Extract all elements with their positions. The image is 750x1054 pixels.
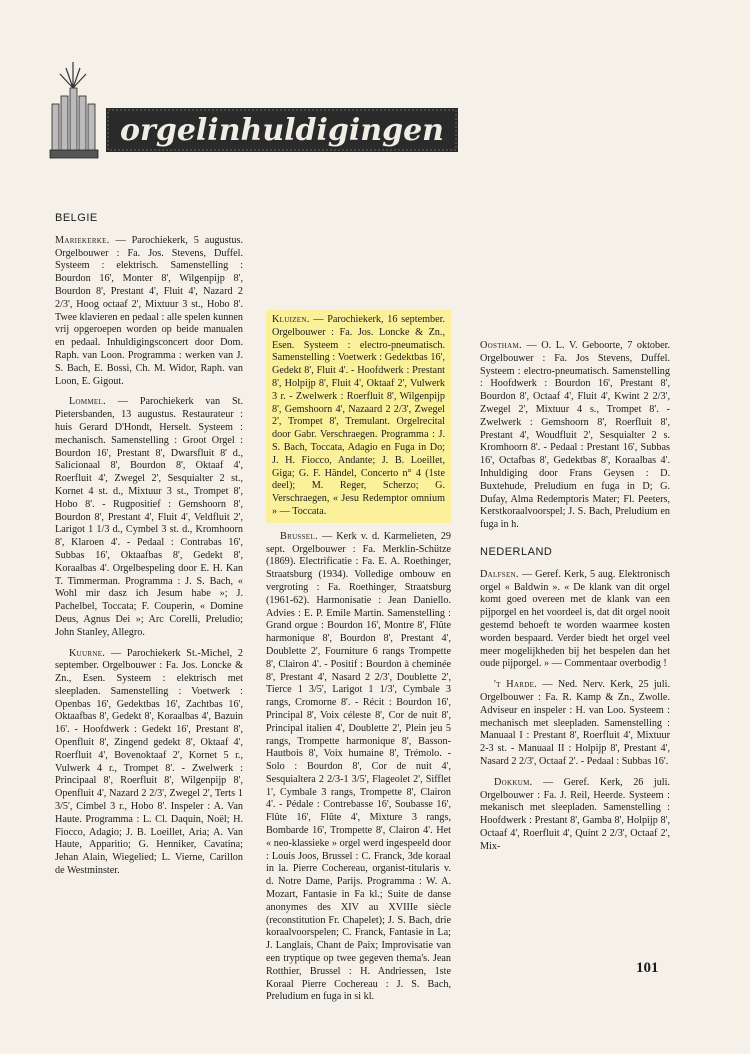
- column-2: [266, 310, 451, 1012]
- entry-place: Mariekerke.: [55, 234, 110, 246]
- entry-place: Dokkum.: [494, 776, 533, 788]
- entry-place: Dalfsen.: [480, 568, 519, 580]
- entry-text: — Parochiekerk, 16 september. Orgelbouwer : Fa. Jos. Loncke & Zn., Esen. Systeem : electro-pneumatisch. Samenstelling : Voetwerk : Gedektbas 16', Gedekt 8', Fluit 4'. - Hoofdwerk : Prestant 8', Holpijp 8', Fluit 4', Oktaaf 2', Vulwerk 3 r. - Zwelwerk : Roerfluit 8', Wilgenpijp 8', Gemshoorn 4', Nazaard 2 2/3', Zwegel 2', Trompet 8', Tremulant. Orgelrecital door Gabr. Verschraegen. Programma : J. S. Bach, Toccata, Adagio en Fuga in Do; J. H. Fiocco, Andante; J. B. Loeillet, Giga; G. F. Händel, Concerto n° 4 (1ste deel); M. Reger, Scherzo; G. Verschraegen, « Jesu Redemptor omnium » — Toccata.: [272, 314, 446, 517]
- entry-kuurne: [55, 648, 243, 878]
- entry-text: — Parochiekerk, 5 augustus. Orgelbouwer : Fa. Jos. Stevens, Duffel. Systeem : elektrisch. Samenstelling : Bourdon 16', Monter 8', Wilgenpijp 8', Bourdon 8', Prestant 4', Fluit 4', Nazard 2 2/3', Hoog octaaf 2', Mixtuur 3 st., Hobo 8'. Twee klavieren en pedaal : alle spelen kunnen vrij opgeroepen worden op beide manualen en pedaal. Inhuldigingsconcert door Dom. Raph. van Loon. Programma : werken van J. S. Bach, E. Bossi, Ch. M. Widor, Raph. van Loon, E. Gigout.: [55, 234, 244, 387]
- entry-place: Kuurne.: [69, 647, 106, 659]
- entry-place: Oostham.: [480, 340, 522, 351]
- entry-text: — Geref. Kerk, 5 aug. Elektronisch orgel « Baldwin ». « De klank van dit orgel komt goed overeen met de klank van een pijporgel en het voordeel is, dat dit orgel nooit gestemd behoeft te worden waarmee kosten worden bespaard. Verder biedt het orgel veel meer mogelijkheden bij het bespelen dan het oude pijporgel. » — Commentaar overbodig !: [480, 568, 670, 670]
- section-heading-nederland: NEDERLAND: [480, 545, 553, 558]
- entry-dokkum: [480, 777, 670, 854]
- column-1: [55, 212, 243, 886]
- entry-oostham: [480, 340, 670, 532]
- entry-text: — Parochiekerk van St. Pietersbanden, 13 augustus. Restaurateur : huis Gerard D'Hondt, Herselt. Systeem : mechanisch. Samenstelling : Groot Orgel : Bourdon 16', Prestant 8', Dwarsfluit 8' d., Salicionaal 8', Bourdon 8', Oktaaf 4', Roerfluit 4', Zwegel 2', Sesquialter 2 st., Kornet 4 st. d., Mixtuur 3 st., Trompet 8', Hobo 8'. - Rugpositief : Gemshoorn 8', Bourdon 8', Prestant 4', Fluit 4', Veldfluit 2', Larigot 1 1/3 d., Cymbel 3 st. d., Kromhoorn 8', Klaroen 4'. - Pedaal : Contrabas 16', Subbas 16', Oktaafbas 8', Gedekt 8', Koraalbas 4'. Orgelbespeling door E. H. Kan T. Timmerman. Programma : J. S. Bach, « Wohl mir dasz ich Jesum habe »; J. Pachelbel, Toccata; F. Couperin, « Domine Deus, Agnus Dei »; Arc Corelli, Preludio; John Stanley, Allegro.: [55, 396, 243, 638]
- entry-mariekerke: [55, 235, 243, 389]
- entry-place: Brussel.: [280, 530, 318, 542]
- column-3: [480, 340, 670, 861]
- header-banner: [46, 60, 460, 170]
- entry-brussel: [266, 531, 451, 1004]
- entry-text: — Ned. Nerv. Kerk, 25 juli. Orgelbouwer : Fa. R. Kamp & Zn., Zwolle. Adviseur en inspeler : H. van Loo. Systeem : mechanisch met sleepladen. Samenstelling : Manuaal I : Prestant 8', Roerfluit 4', Mixtuur 2-3 st. - Manuaal II : Holpijp 8', Prestant 4', Nasard 2 2/3', Octaaf 2'. - Pedaal : Subbas 16'.: [480, 679, 670, 767]
- page-number: 101: [636, 960, 659, 976]
- entry-text: — Kerk v. d. Karmelieten, 29 sept. Orgelbouwer : Fa. Merklin-Schütze (1869). Electrificatie : Fa. E. A. Roethinger, Straatsburg (1934). Volledige ombouw en vergroting : Fa. Roethinger, Straatsburg (1961-62). Harmonisatie : Jean Daniello. Advies : E. P. Emile Martin. Samenstelling : Grand orgue : Bourdon 16', Montre 8', Flûte harmonique 8', Bourdon 8', Prestant 4', Doublette 2', Fourniture 6 rangs Trompette 8', Clairon 4'. - Positif : Bourdon à cheminée 8', Prestant 4', Nasard 2 2/3', Doublette 2', Tierce 1 3/5', Larigot 1 1/3', Cymbale 3 rangs, Cromorne 8'. - Récit : Bourdon 16', Principal 8', Voix céleste 8', Cor de nuit 8', Principal italien 4', Doublette 2', Plein jeu 5 rangs, Trompette harmonique 8', Basson-Hautbois 8', Voix humaine 8', Trémolo. - Solo : Bourdon 8', Cor de nuit 4', Sesquialtera 2 2/3-1 3/5', Flageolet 2', Sifflet 1', Cymbale 3 rangs, Trompette 8', Clairon 4'. - Pédale : Contrebasse 16', Soubasse 16', Flûte 16', Flûte 4', Mixture 3 rangs, Bombarde 16', Trompette 8', Clairon 4'. Het « neo-klassieke » orgel werd ingespeeld door : Louis Joos, Brussel : C. Franck, 3de koraal in la. Pierre Cochereau, organist-titularis v. d. Notre Dame, Parijs. Programma : W. A. Mozart, Fantasie in Fa kl.; Suite de danse anonymes des XIV au XVIIIe siècle (reconstitution Fr. Chapelet); J. S. Bach, drie koraalvoorspelen; C. Franck, Fantasie in La; J. Langlais, Chant de Paix; Improvisatie van een tryptique op twee gegeven thema's. Jean Rotthier, Brussel : H. Andriessen, 1ste Koraal Pierre Cochereau : J. S. Bach, Preludium en fuga in si kl.: [266, 530, 451, 1003]
- entry-place: Kluizen.: [272, 314, 310, 325]
- entry-place: 't Harde.: [494, 679, 538, 691]
- entry-text: — Geref. Kerk, 26 juli. Orgelbouwer : Fa. J. Reil, Heerde. Systeem : mekanisch met sleepladen. Samenstelling : Hoofdwerk : Prestant 8', Gamba 8', Holpijp 8', Octaaf 4', Roerfluit 4', Quint 2 2/3', Octaaf 2', Mix-: [480, 776, 671, 852]
- entry-dalfsen: [480, 569, 670, 671]
- entry-text: — O. L. V. Geboorte, 7 oktober. Orgelbouwer : Fa. Jos Stevens, Duffel. Systeem : electro-pneumatisch. Samenstelling : Hoofdwerk : Bourdon 16', Prestant 8', Bourdon 8', Octaaf 4', Fluit 4', Kwint 2 2/3', Zwegel 2', Mixtuur 4 s., Trompet 8'. - Zwelwerk : Gemshoorn 8', Roerfluit 8', Prestant 4', Woudfluit 2', Sesquialter 2 s. Kromhoorn 8'. - Pedaal : Prestant 16', Subbas 16', Octafbas 8', Gedektbas 8', Koraalbas 4'. Inhuldiging door Frans Geysen : D. Buxtehude, Preludium en fuga in D; G. Dufay, Alma Redemptoris Mater; Fl. Peeters, Kerstkoraalvoorspel; J. S. Bach, Preludium en fuga in h.: [480, 340, 671, 531]
- entry-harde: [480, 679, 670, 769]
- entry-lommel: [55, 396, 243, 639]
- header-title: orgelinhuldigingen: [120, 113, 444, 148]
- section-heading-belgie: BELGIE: [55, 212, 98, 224]
- entry-kluizen-highlighted: [266, 310, 451, 523]
- organ-icon: [50, 62, 98, 158]
- entry-place: Lommel.: [69, 396, 106, 408]
- entry-text: — Parochiekerk St.-Michel, 2 september. Orgelbouwer : Fa. Jos. Loncke & Zn., Esen. Systeem : elektrisch met sleepladen. Samenstelling : Voetwerk : Openbas 16', Gedektbas 16', Zachtbas 16', Oktaafbas 8', Gedekt 8', Koraalbas 4', Bazuin 16'. - Hoofdwerk : Gedekt 16', Prestant 8', Openfluit 8', Zingend gedekt 8', Oktaaf 4', Roerfluit 4', Bovenoktaaf 2', Kornet 5 r., Vulwerk 4 r., Trompet 8'. - Zwelwerk : Principaal 8', Roerfluit 8', Wilgenpijp 8', Openfluit 4', Nazard 2 2/3', Zwegel 2', Terts 1 3/5', Cimbel 3 r., Hobo 8'. Inspeler : A. Van Haute. Programma : L. Cl. Daquin, Noël; H. Fiocco, Adagio; J. B. Loeillet, Aria; A. Van Haute, Apparitio; G. Henniker, Cavatina; Jehan Alain, Wiegelied; L. Vierne, Carillon de Westminster.: [55, 647, 243, 877]
